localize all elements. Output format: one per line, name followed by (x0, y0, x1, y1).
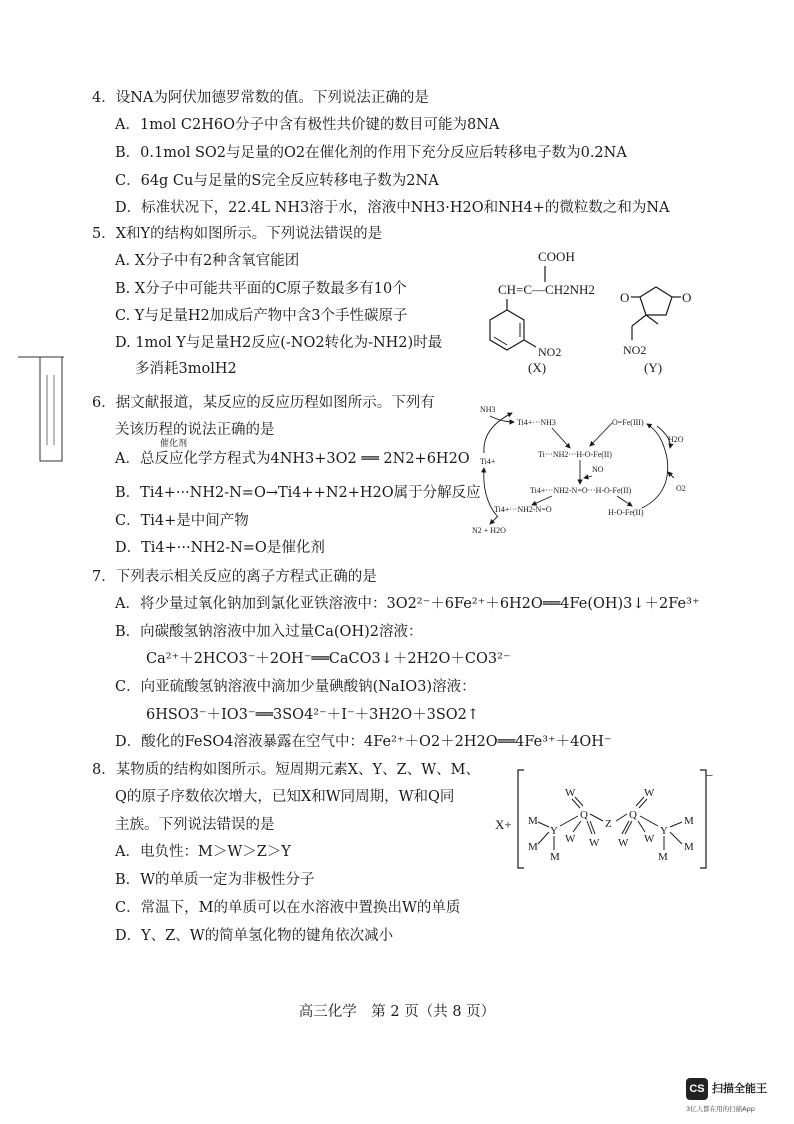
q7-option-d: D．酸化的FeSO4溶液暴露在空气中：4Fe²⁺＋O2＋2H2O══4Fe³⁺＋4OH⁻ (115, 734, 612, 750)
q6-stem: 6．据文献报道，某反应的反应历程如图所示。下列有 (92, 395, 435, 411)
q6-option-b: B．Ti4+···NH2-N=O→Ti4++N2+H2O属于分解反应 (115, 485, 481, 501)
q8-option-b: B．W的单质一定为非极性分子 (115, 872, 315, 888)
y-o1: O (620, 290, 630, 305)
q6-stem-cont: 关该历程的说法正确的是 (115, 422, 275, 438)
fig-ti-nh3: Ti4+···NH3 (517, 418, 556, 427)
fig-z: Z (605, 818, 612, 830)
q6-reaction-cycle (462, 398, 694, 543)
fig-w2: W (565, 833, 576, 845)
fig-m6: M (658, 851, 668, 863)
fig-q1: Q (580, 809, 588, 821)
camscanner-watermark (686, 1078, 786, 1118)
q5-stem: 5．X和Y的结构如图所示。下列说法错误的是 (92, 226, 383, 242)
q6-catalyst-label: 催化剂 (160, 439, 188, 449)
fig-w4: W (644, 787, 655, 799)
q7-option-c-equation: 6HSO3⁻＋IO3⁻══3SO4²⁻＋I⁻＋3H2O＋3SO2↑ (146, 707, 480, 723)
x-chain: CH=C—CH2NH2 (498, 282, 595, 297)
q8-structure-figure (492, 762, 722, 874)
x-cooh: COOH (538, 249, 575, 264)
q8-stem-cont2: 主族。下列说法错误的是 (115, 817, 275, 833)
fig-nh3: NH3 (480, 405, 496, 414)
fig-m2: M (528, 841, 538, 853)
q5-option-d: D. 1mol Y与足量H2反应(-NO2转化为-NH2)时最 (115, 335, 443, 351)
q7-option-b: B．向碳酸氢钠溶液中加入过量Ca(OH)2溶液： (115, 624, 423, 640)
fig-ti-nh2no-hofe: Ti4+···NH2-N=O···H-O-Fe(II) (530, 486, 632, 495)
fig-m5: M (684, 841, 694, 853)
scan-artifact (18, 345, 68, 463)
q7-option-c: C．向亚硫酸氢钠溶液中滴加少量碘酸钠(NaIO3)溶液： (115, 679, 476, 695)
y-o2: O (682, 290, 692, 305)
camscanner-tagline: 3亿人都在用的扫描App (686, 1105, 755, 1113)
fig-w6: W (644, 833, 655, 845)
fig-h2o: H2O (668, 435, 684, 444)
q4-option-d: D．标准状况下，22.4L NH3溶于水，溶液中NH3·H2O和NH4+的微粒数之和为NA (115, 200, 670, 216)
q7-option-a: A．将少量过氧化钠加到氯化亚铁溶液中：3O2²⁻＋6Fe²⁺＋6H2O══4Fe(OH)3↓＋2Fe³⁺ (115, 596, 700, 612)
q5-structure-figure (480, 244, 710, 379)
y-no2: NO2 (623, 343, 647, 357)
y-label: (Y) (644, 360, 663, 375)
fig-m1: M (528, 815, 538, 827)
fig-w5: W (618, 837, 629, 849)
fig-n2h2o: N2 + H2O (472, 526, 506, 535)
camscanner-name: 扫描全能王 (712, 1082, 767, 1095)
fig-y2: Y (660, 825, 668, 837)
q5-option-d-cont: 多消耗3molH2 (135, 361, 237, 377)
fig-ti-nh2no: Ti4+···NH2-N=O (494, 505, 552, 514)
q5-option-c: C. Y与足量H2加成后产物中含3个手性碳原子 (115, 308, 408, 324)
fig-x-cation: X+ (495, 817, 512, 832)
q8-option-a: A．电负性：M＞W＞Z＞Y (115, 844, 291, 860)
left-bracket (518, 770, 524, 868)
fig-ofe: O=Fe(III) (612, 418, 644, 427)
x-label: (X) (528, 360, 547, 375)
fig-ti: Ti4+ (480, 457, 496, 466)
q7-option-b-equation: Ca²⁺＋2HCO3⁻＋2OH⁻══CaCO3↓＋2H2O＋CO3²⁻ (146, 651, 511, 667)
fig-no: NO (592, 465, 604, 474)
fig-hofe: H-O-Fe(II) (608, 508, 644, 517)
fig-w3: W (589, 837, 600, 849)
q6-option-c: C．Ti4+是中间产物 (115, 513, 249, 529)
fig-charge: − (706, 768, 714, 783)
q8-option-d: D．Y、Z、W的简单氢化物的键角依次减小 (115, 928, 394, 944)
q6-option-d: D．Ti4+···NH2-N=O是催化剂 (115, 540, 325, 556)
y-ring (640, 287, 672, 315)
q8-stem-cont1: Q的原子序数依次增大，已知X和W同周期，W和Q同 (115, 789, 455, 805)
q8-option-c: C．常温下，M的单质可以在水溶液中置换出W的单质 (115, 900, 461, 916)
fig-w1: W (565, 787, 576, 799)
q5-option-a: A. X分子中有2种含氧官能团 (115, 253, 300, 269)
q7-stem: 7．下列表示相关反应的离子方程式正确的是 (92, 569, 377, 585)
x-no2: NO2 (538, 345, 562, 359)
q6-option-a: A．总反应化学方程式为4NH3+3O2 ══ 2N2+6H2O (115, 451, 470, 467)
fig-q2: Q (629, 809, 637, 821)
q4-option-a: A．1mol C2H6O分子中含有极性共价键的数目可能为8NA (115, 117, 500, 133)
fig-m4: M (684, 815, 694, 827)
q5-option-b: B. X分子中可能共平面的C原子数最多有10个 (115, 281, 407, 297)
camscanner-logo-icon: CS (686, 1078, 708, 1100)
page-footer: 高三化学 第 2 页（共 8 页） (298, 1004, 496, 1020)
q4-option-b: B．0.1mol SO2与足量的O2在催化剂的作用下充分反应后转移电子数为0.2NA (115, 145, 627, 161)
fig-o2: O2 (676, 484, 686, 493)
right-bracket (700, 770, 706, 868)
fig-ti-nh2-hofe: Ti···NH2···H-O-Fe(II) (538, 450, 612, 459)
q4-option-c: C．64g Cu与足量的S完全反应转移电子数为2NA (115, 173, 439, 189)
fig-y1: Y (550, 825, 558, 837)
q8-stem: 8．某物质的结构如图所示。短周期元素X、Y、Z、W、M、 (92, 762, 480, 778)
q4-stem: 4．设NA为阿伏加德罗常数的值。下列说法正确的是 (92, 90, 429, 106)
x-benzene-ring (490, 310, 524, 350)
fig-m3: M (550, 851, 560, 863)
